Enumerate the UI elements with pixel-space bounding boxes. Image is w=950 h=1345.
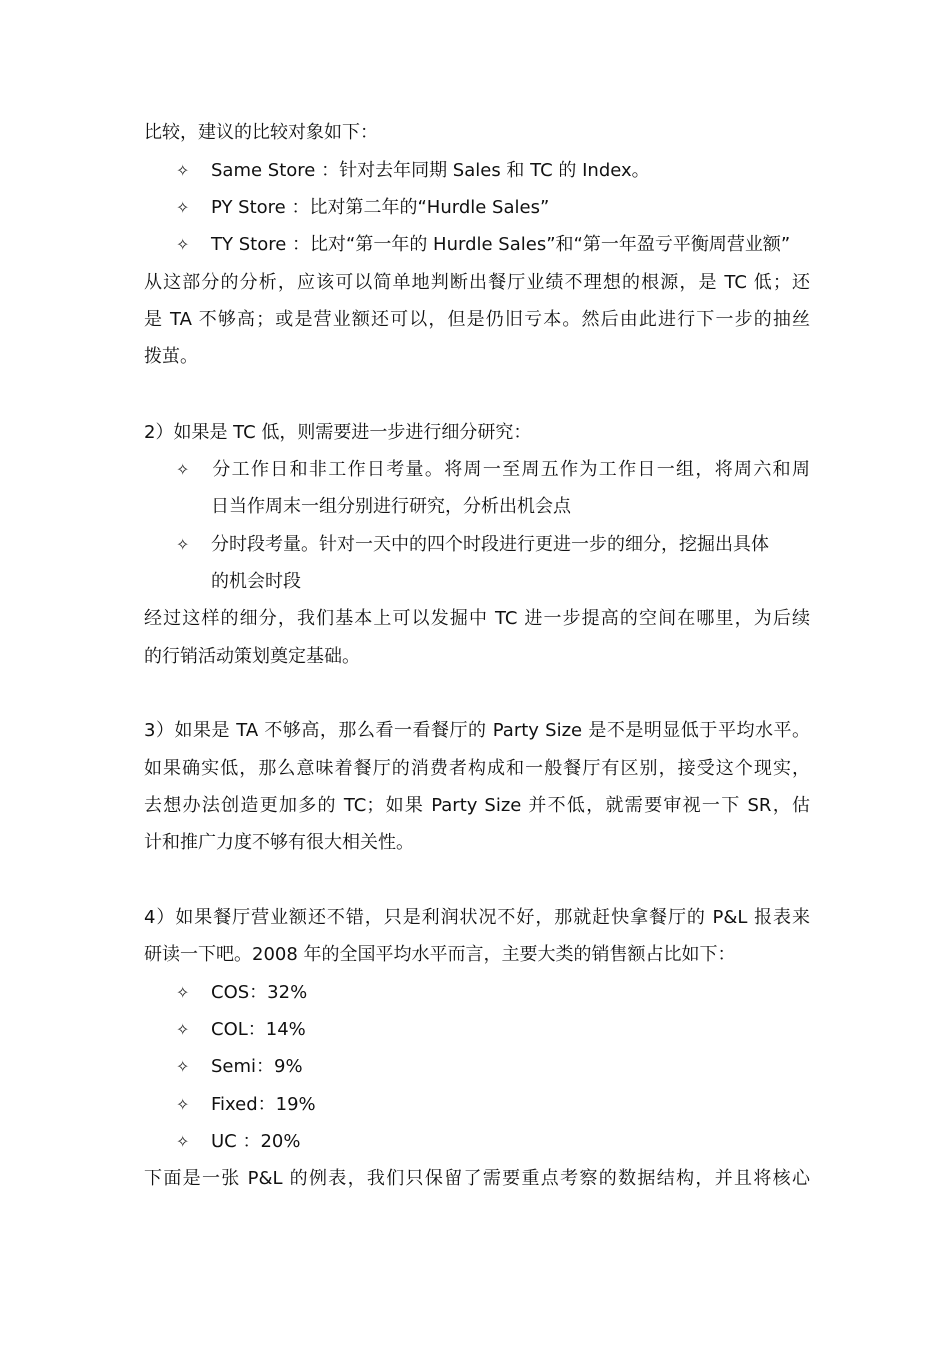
- cost-item-cos: [176, 981, 810, 1005]
- section2-para-line: 经过这样的细分，我们基本上可以发掘中 TC 进一步提高的空间在哪里，为后续: [144, 608, 810, 629]
- compare-item-py-store: [176, 196, 810, 220]
- diamond-bullet-icon: ✧: [176, 198, 190, 217]
- compare-item-text: Same Store ：针对去年同期 Sales 和 TC 的 Index。: [211, 160, 650, 181]
- intro-line: 比较，建议的比较对象如下：: [144, 122, 378, 143]
- cost-item-text: UC ：20%: [211, 1131, 301, 1152]
- section4-para-line: 研读一下吧。2008 年的全国平均水平而言，主要大类的销售额占比如下：: [144, 944, 736, 965]
- compare-item-text: TY Store ：比对“第一年的 Hurdle Sales”和“第一年盈亏平衡周营业额”: [211, 234, 791, 255]
- diamond-bullet-icon: ✧: [176, 983, 190, 1002]
- cost-item-text: COL：14%: [211, 1019, 306, 1040]
- section2-heading: 2）如果是 TC 低，则需要进一步进行细分研究：: [144, 422, 532, 443]
- compare-item-text: PY Store ：比对第二年的“Hurdle Sales”: [211, 197, 550, 218]
- section2-item-1: [176, 458, 810, 482]
- section2-item-2: [176, 533, 810, 557]
- section3-para-line: 如果确实低，那么意味着餐厅的消费者构成和一般餐厅有区别，接受这个现实，: [144, 758, 810, 779]
- diamond-bullet-icon: ✧: [176, 535, 190, 554]
- cost-item-text: COS：32%: [211, 982, 308, 1003]
- section2-item-text: 分时段考量。针对一天中的四个时段进行更进一步的细分，挖掘出具体: [211, 534, 769, 555]
- analysis-line: 是 TA 不够高；或是营业额还可以，但是仍旧亏本。然后由此进行下一步的抽丝: [144, 309, 810, 330]
- diamond-bullet-icon: ✧: [176, 1057, 190, 1076]
- diamond-bullet-icon: ✧: [176, 1095, 190, 1114]
- section3-para-line: 3）如果是 TA 不够高，那么看一看餐厅的 Party Size 是不是明显低于平均水平。: [144, 720, 810, 741]
- section3-para-line: 去想办法创造更加多的 TC；如果 Party Size 并不低，就需要审视一下 SR，估: [144, 795, 810, 816]
- cost-item-fixed: [176, 1093, 810, 1117]
- cost-item-semi: [176, 1055, 810, 1079]
- compare-item-ty-store: [176, 233, 810, 257]
- analysis-line: 拨茧。: [144, 346, 198, 367]
- cost-item-uc: [176, 1130, 810, 1154]
- diamond-bullet-icon: ✧: [176, 161, 190, 180]
- section3-para-line: 计和推广力度不够有很大相关性。: [144, 832, 414, 853]
- compare-item-same-store: [176, 159, 810, 183]
- cost-item-col: [176, 1018, 810, 1042]
- closing-line: 下面是一张 P&L 的例表，我们只保留了需要重点考察的数据结构，并且将核心: [144, 1168, 810, 1189]
- section2-para-line: 的行销活动策划奠定基础。: [144, 646, 360, 667]
- section2-item-text: 分工作日和非工作日考量。将周一至周五作为工作日一组，将周六和周: [211, 459, 810, 480]
- diamond-bullet-icon: ✧: [176, 235, 190, 254]
- section2-item-2-cont: 的机会时段: [211, 571, 301, 592]
- cost-item-text: Semi：9%: [211, 1056, 303, 1077]
- section4-para-line: 4）如果餐厅营业额还不错，只是利润状况不好，那就赶快拿餐厅的 P&L 报表来: [144, 907, 810, 928]
- analysis-line: 从这部分的分析，应该可以简单地判断出餐厅业绩不理想的根源，是 TC 低；还: [144, 272, 810, 293]
- diamond-bullet-icon: ✧: [176, 1132, 190, 1151]
- section2-item-1-cont: 日当作周末一组分别进行研究，分析出机会点: [211, 496, 571, 517]
- diamond-bullet-icon: ✧: [176, 1020, 190, 1039]
- diamond-bullet-icon: ✧: [176, 460, 190, 479]
- cost-item-text: Fixed：19%: [211, 1094, 316, 1115]
